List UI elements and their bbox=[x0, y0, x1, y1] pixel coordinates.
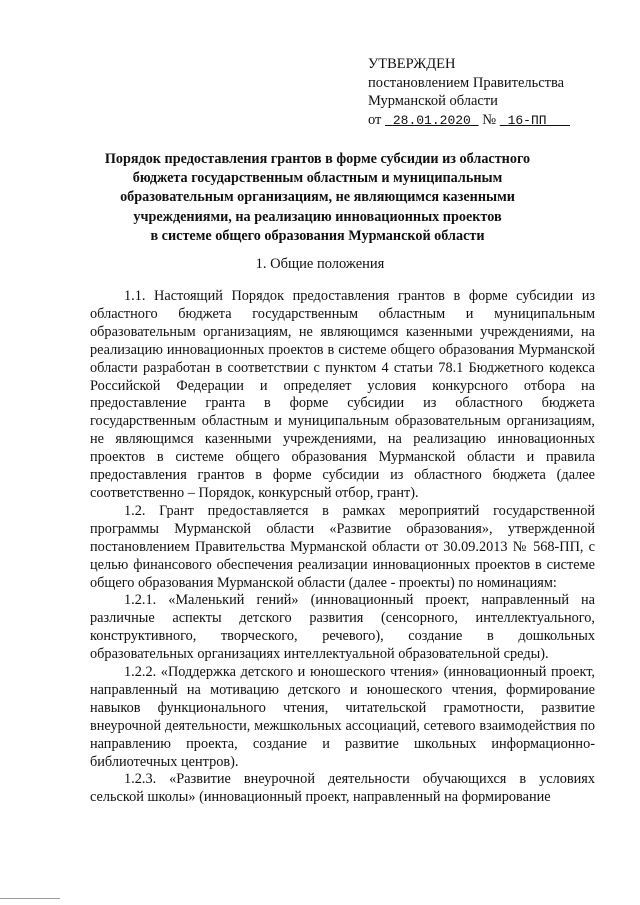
title-line-5: в системе общего образования Мурманской области bbox=[150, 227, 485, 244]
document-title bbox=[90, 150, 545, 246]
approval-heading: УТВЕРЖДЕН bbox=[368, 56, 456, 72]
paragraph-1-2-2: 1.2.2. «Поддержка детского и юношеского чтения» (инновационный проект, направленный на мотивацию детского и юношеского чтения, формирование навыков функционального чтения, читательской грамотности, развитие внеурочной деятельности, межшкольных ассоциаций, сетевого взаимодействия по направлению проекта, создание и развитие школьных информационно-библиотечных центров). bbox=[90, 664, 595, 770]
date-value: 28.01.2020 bbox=[392, 112, 471, 128]
paragraph-1-2-3: 1.2.3. «Развитие внеурочной деятельности обучающихся в условиях сельской школы» (инновационный проект, направленный на формирование bbox=[90, 771, 595, 806]
title-line-4: учреждениями, на реализацию инновационных проектов bbox=[133, 208, 502, 225]
section-heading: 1. Общие положения bbox=[255, 256, 385, 272]
approval-date-line bbox=[368, 111, 618, 131]
approval-line-2: Мурманской области bbox=[368, 93, 498, 109]
number-sign: № bbox=[482, 111, 497, 128]
title-line-2: бюджета государственным областным и муниципальным bbox=[132, 170, 503, 187]
approval-stamp bbox=[368, 55, 618, 130]
title-line-1: Порядок предоставления грантов в форме субсидии из областного bbox=[104, 151, 531, 167]
date-prefix: от bbox=[368, 111, 382, 128]
document-body bbox=[90, 288, 595, 807]
paragraph-1-2: 1.2. Грант предоставляется в рамках мероприятий государственной программы Мурманской области «Развитие образования», утвержденной постановлением Правительства Мурманской области от 30.09.2013 № 568-ПП, с целью финансового обеспечения реализации инновационных проектов в системе общего образования Мурманской области (далее - проекты) по номинациям: bbox=[90, 502, 595, 591]
footer-rule bbox=[0, 898, 60, 899]
number-value: 16-ПП bbox=[507, 112, 547, 128]
paragraph-1-1: 1.1. Настоящий Порядок предоставления грантов в форме субсидии из областного бюджета государственным областным и муниципальным образовательным организациям, не являющимся казенными учреждениями, на реализацию инновационных проектов в системе общего образования Мурманской области разработан в соответствии с пунктом 4 статьи 78.1 Бюджетного кодекса Российской Федерации и определяет условия конкурсного отбора на предоставление гранта в форме субсидии из областного бюджета государственным областным и муниципальным образовательным организациям, не являющимся казенными учреждениями, на реализацию инновационных проектов в системе общего образования Мурманской области и правила предоставления грантов в форме субсидии из областного бюджета (далее соответственно – Порядок, конкурсный отбор, грант). bbox=[90, 288, 595, 501]
paragraph-1-2-1: 1.2.1. «Маленький гений» (инновационный проект, направленный на различные аспекты детского развития (сенсорного, интеллектуального, конструктивного, творческого, речевого), создание в дошкольных образовательных организациях интеллектуальной образовательной среды). bbox=[90, 592, 595, 663]
title-line-3: образовательным организациям, не являющимся казенными bbox=[120, 189, 515, 206]
approval-line-1: постановлением Правительства bbox=[368, 74, 565, 91]
